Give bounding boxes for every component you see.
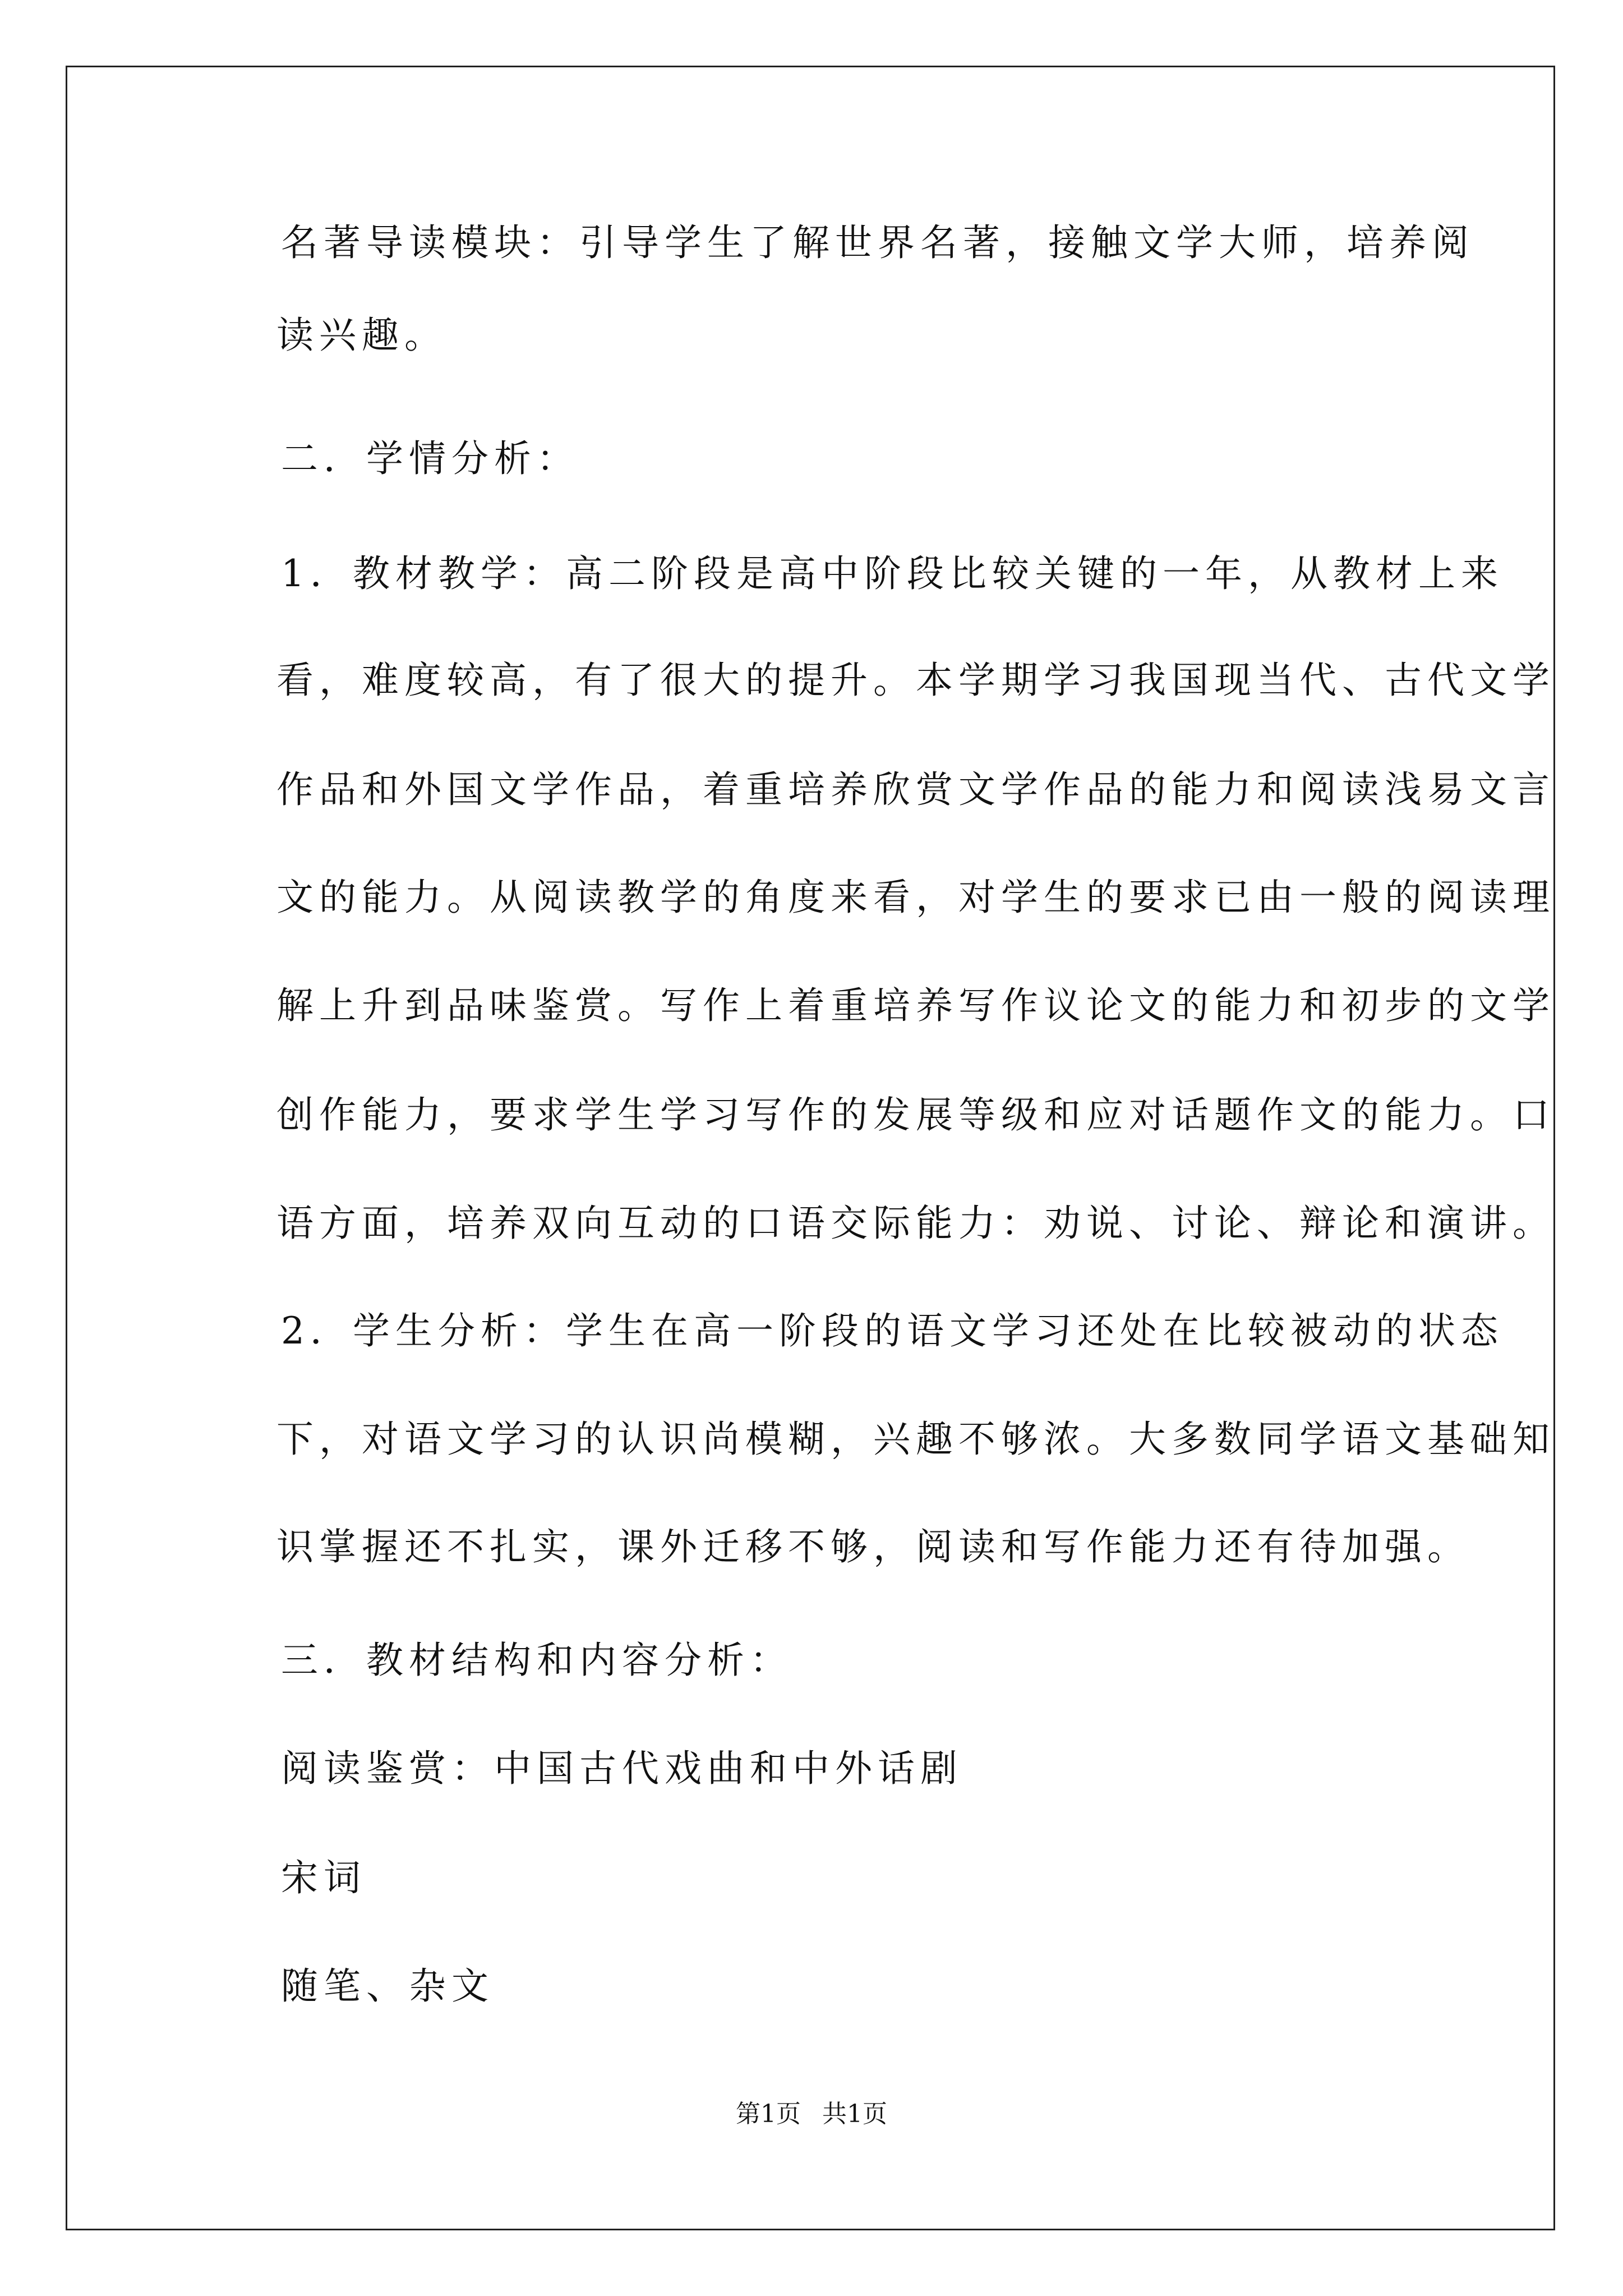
page-frame	[66, 66, 1555, 2230]
text-line: 名著导读模块：引导学生了解世界名著，接触文学大师，培养阅	[281, 221, 1474, 264]
page-number: 第1页	[736, 2100, 801, 2128]
text-line: 作品和外国文学作品，着重培养欣赏文学作品的能力和阅读浅易文言	[276, 768, 1555, 811]
page-total: 共1页	[822, 2100, 887, 2128]
text-line: 下，对语文学习的认识尚模糊，兴趣不够浓。大多数同学语文基础知	[276, 1418, 1555, 1461]
text-line: 1．教材教学：高二阶段是高中阶段比较关键的一年，从教材上来	[281, 552, 1504, 595]
text-line: 阅读鉴赏：中国古代戏曲和中外话剧	[281, 1747, 963, 1790]
text-line: 随笔、杂文	[281, 1964, 494, 2008]
text-line: 看，难度较高，有了很大的提升。本学期学习我国现当代、古代文学	[276, 659, 1555, 702]
text-line: 识掌握还不扎实，课外迁移不够，阅读和写作能力还有待加强。	[276, 1525, 1470, 1568]
text-line: 文的能力。从阅读教学的角度来看，对学生的要求已由一般的阅读理	[276, 876, 1555, 919]
text-line: 创作能力，要求学生学习写作的发展等级和应对话题作文的能力。口	[276, 1093, 1555, 1137]
page-footer	[0, 2102, 1623, 2127]
text-line: 宋词	[281, 1856, 366, 1899]
text-line: 语方面，培养双向互动的口语交际能力：劝说、讨论、辩论和演讲。	[276, 1202, 1555, 1245]
text-line: 2．学生分析：学生在高一阶段的语文学习还处在比较被动的状态	[281, 1309, 1504, 1352]
text-line: 解上升到品味鉴赏。写作上着重培养写作议论文的能力和初步的文学	[276, 984, 1555, 1027]
section-heading: 二．学情分析：	[281, 437, 579, 480]
section-heading: 三．教材结构和内容分析：	[281, 1639, 792, 1682]
text-line: 读兴趣。	[276, 314, 447, 357]
